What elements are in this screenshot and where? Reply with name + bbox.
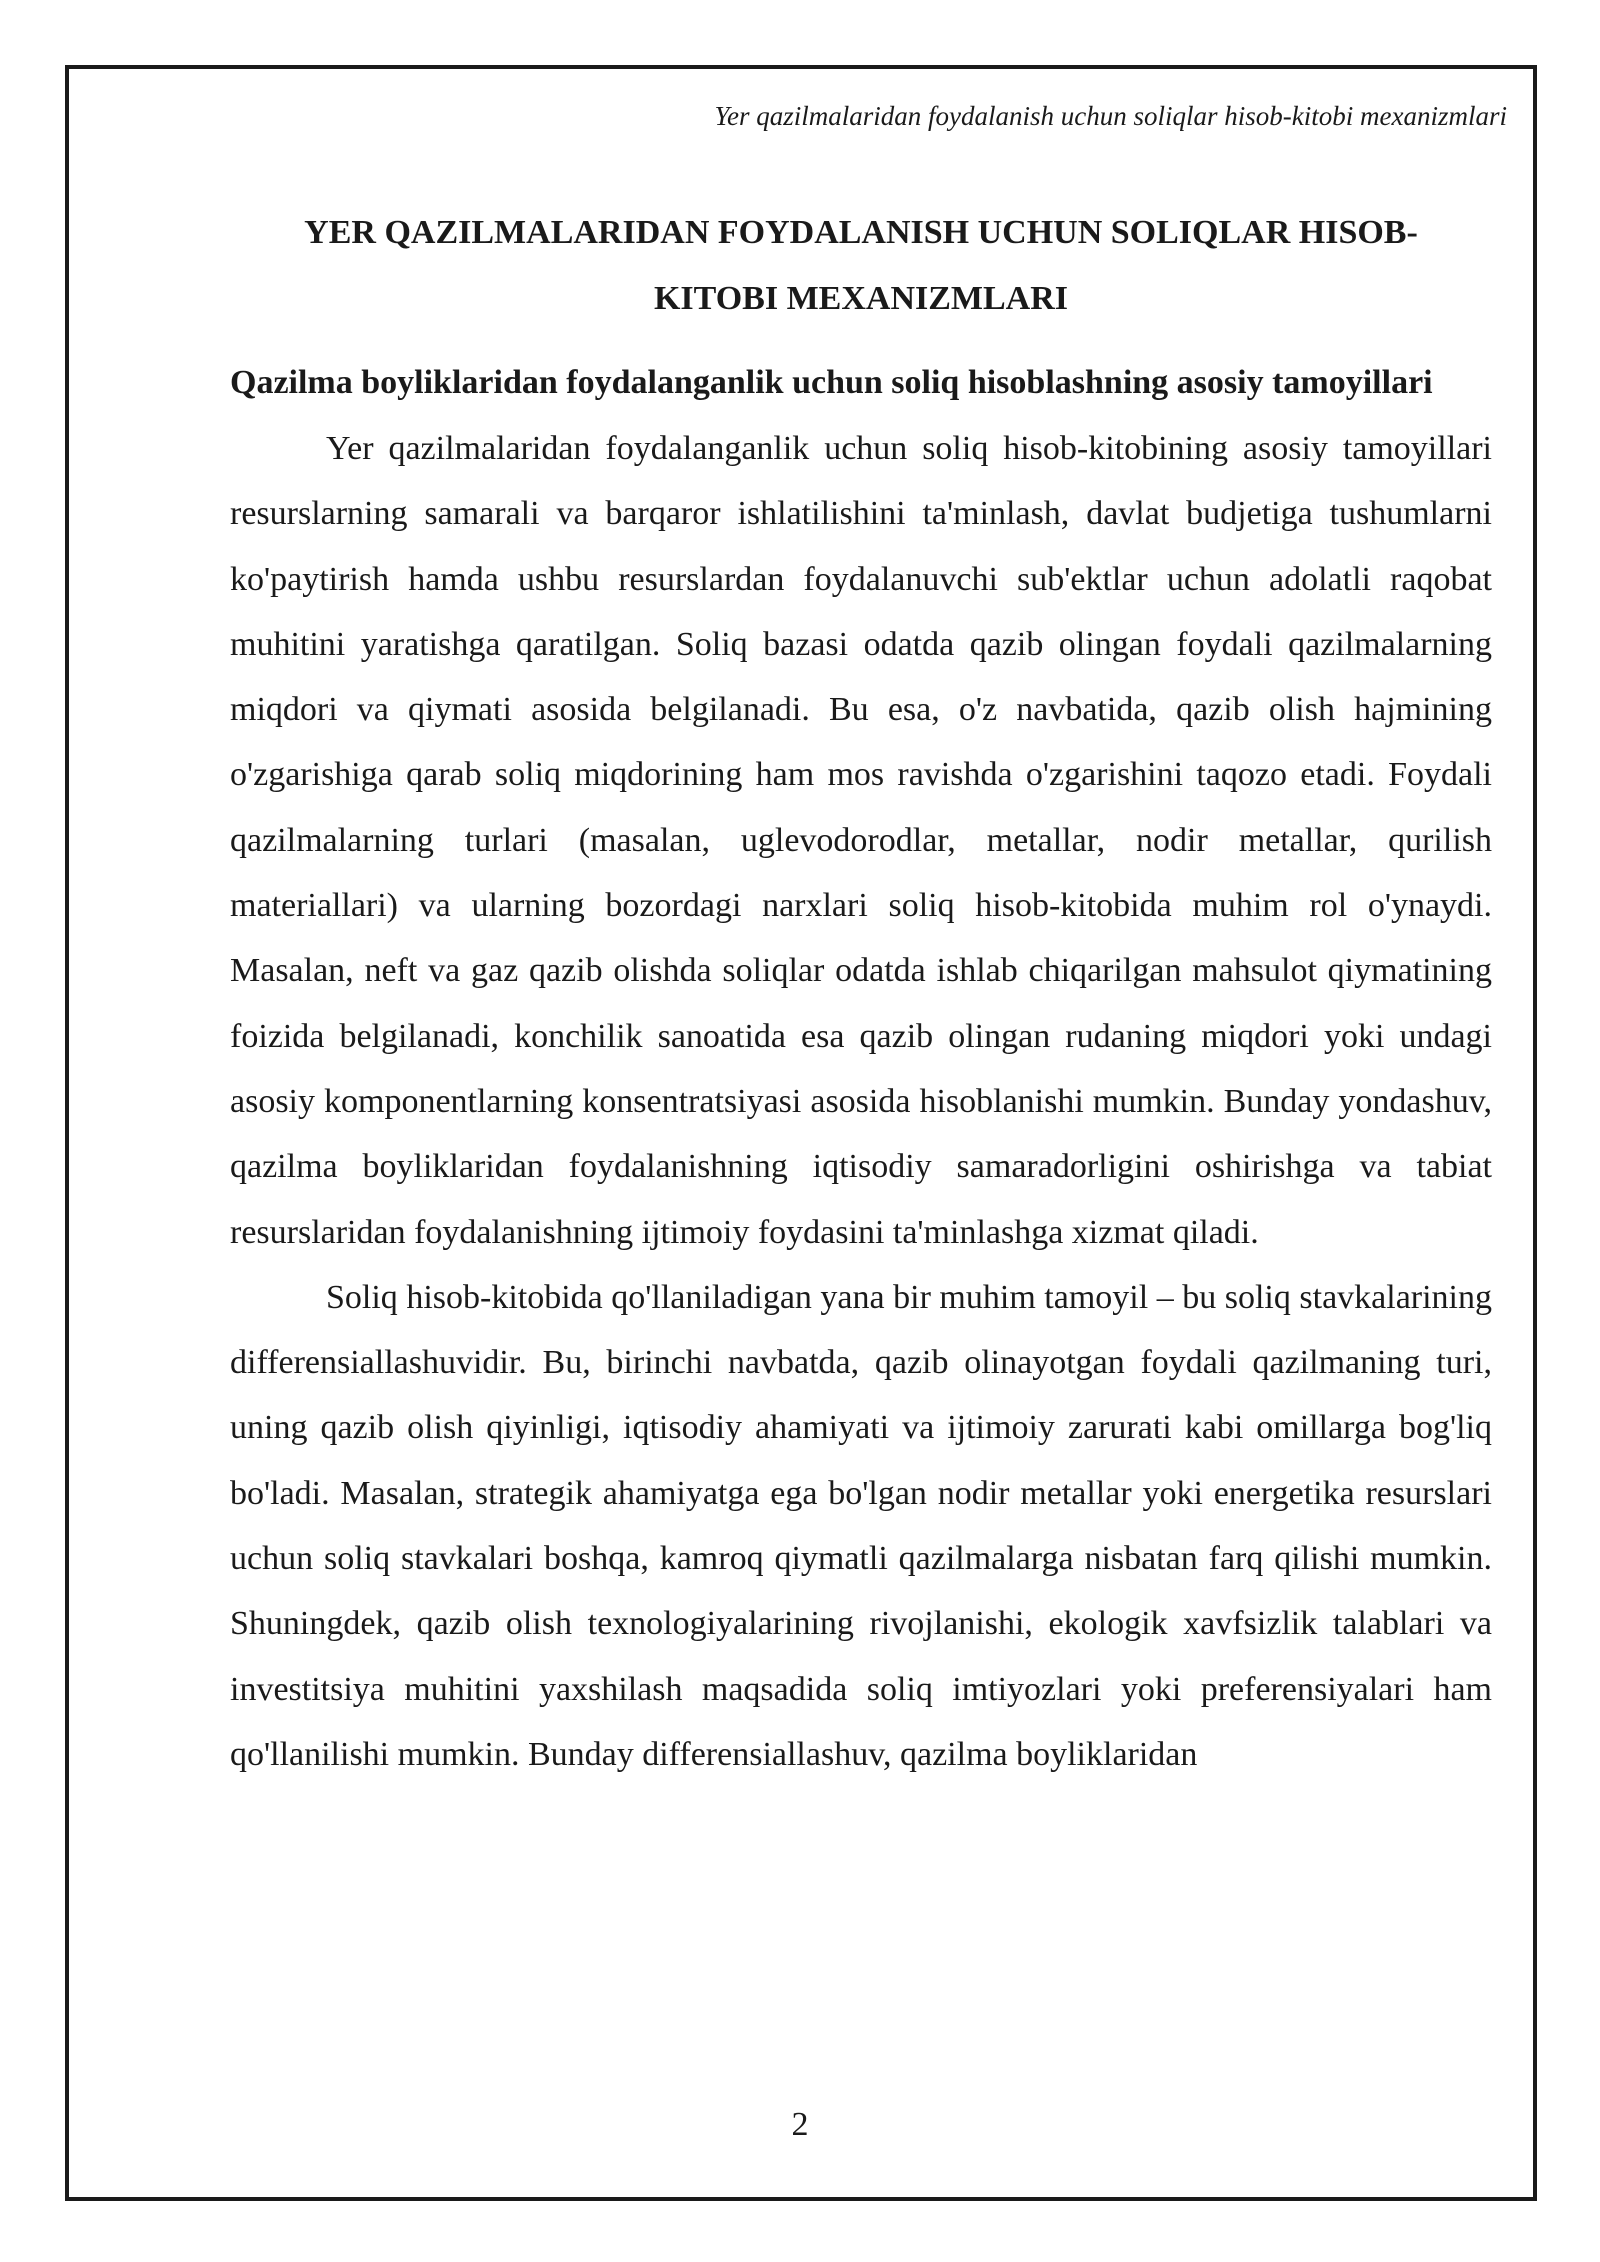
document-title-line-2: KITOBI MEXANIZMLARI xyxy=(653,280,1069,317)
document-title xyxy=(230,200,1492,332)
page-number: 2 xyxy=(791,2106,809,2143)
running-header: Yer qazilmalaridan foydalanish uchun soliqlar hisob-kitobi mexanizmlari xyxy=(714,101,1507,131)
section-heading: Qazilma boyliklaridan foydalanganlik uchun soliq hisoblashning asosiy tamoyillari xyxy=(230,364,1433,401)
body-paragraph-2: Soliq hisob-kitobida qo'llaniladigan yana bir muhim tamoyil – bu soliq stavkalarining differensiallashuvidir. Bu, birinchi navbatda, qazib olinayotgan foydali qazilmaning turi, uning qazib olish qiyinligi, iqtisodiy ahamiyati va ijtimoiy zarurati kabi omillarga bog'liq bo'ladi. Masalan, strategik ahamiyatga ega bo'lgan nodir metallar yoki energetika resurslari uchun soliq stavkalari boshqa, kamroq qiymatli qazilmalarga nisbatan farq qilishi mumkin. Shuningdek, qazib olish texnologiyalarining rivojlanishi, ekologik xavfsizlik talablari va investitsiya muhitini yaxshilash maqsadida soliq imtiyozlari yoki preferensiyalari ham qo'llanilishi mumkin. Bunday differensiallashuv, qazilma boyliklaridan xyxy=(230,1278,1492,1773)
body-paragraph-1: Yer qazilmalaridan foydalanganlik uchun soliq hisob-kitobining asosiy tamoyillari resurslarning samarali va barqaror ishlatilishini ta'minlash, davlat budjetiga tushumlarni ko'paytirish hamda ushbu resurslardan foydalanuvchi sub'ektlar uchun adolatli raqobat muhitini yaratishga qaratilgan. Soliq bazasi odatda qazib olingan foydali qazilmalarning miqdori va qiymati asosida belgilanadi. Bu esa, o'z navbatida, qazib olish hajmining o'zgarishiga qarab soliq miqdorining ham mos ravishda o'zgarishini taqozo etadi. Foydali qazilmalarning turlari (masalan, uglevodorodlar, metallar, nodir metallar, qurilish materiallari) va ularning bozordagi narxlari soliq hisob-kitobida muhim rol o'ynaydi. Masalan, neft va gaz qazib olishda soliqlar odatda ishlab chiqarilgan mahsulot qiymatining foizida belgilanadi, konchilik sanoatida esa qazib olingan rudaning miqdori yoki undagi asosiy komponentlarning konsentratsiyasi asosida hisoblanishi mumkin. Bunday yondashuv, qazilma boyliklaridan foydalanishning iqtisodiy samaradorligini oshirishga va tabiat resurslaridan foydalanishning ijtimoiy foydasini ta'minlashga xizmat qiladi. xyxy=(230,430,1492,1251)
page-content xyxy=(230,200,1492,1787)
document-title-line-1: YER QAZILMALARIDAN FOYDALANISH UCHUN SOLIQLAR HISOB- xyxy=(304,214,1418,251)
